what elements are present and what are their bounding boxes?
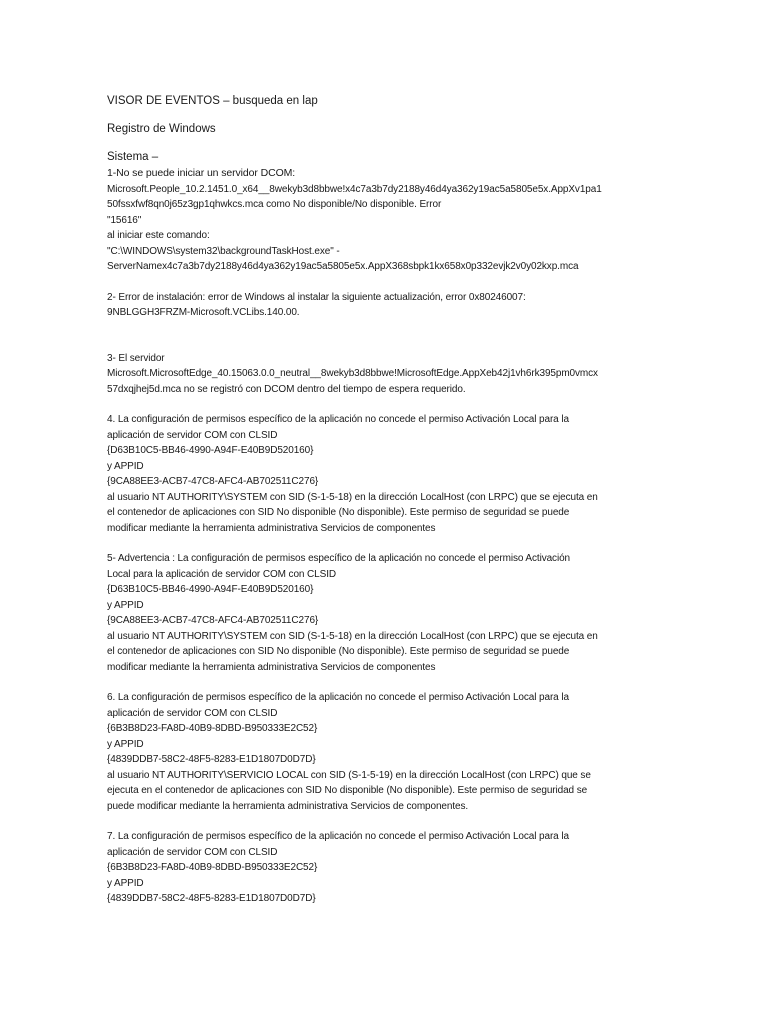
entry-line: 50fssxfwf8qn0j65z3gp1qhwkcs.mca como No disponible/No disponible. Error <box>107 199 442 210</box>
event-entry-2 <box>107 290 667 321</box>
entry-line: ejecuta en el contenedor de aplicaciones con SID No disponible (No disponible). Este permiso de seguridad se <box>107 785 588 796</box>
entry-line: {6B3B8D23-FA8D-40B9-8DBD-B950333E2C52} <box>107 723 318 734</box>
entry-line: y APPID <box>107 599 144 611</box>
entry-line: {D63B10C5-BB46-4990-A94F-E40B9D520160} <box>107 584 314 595</box>
entry-line: aplicación de servidor COM con CLSID <box>107 429 278 441</box>
entry-line: "C:\WINDOWS\system32\backgroundTaskHost.exe" - <box>107 245 340 257</box>
entry-line: el contenedor de aplicaciones con SID No disponible (No disponible). Este permiso de seguridad se puede <box>107 507 570 518</box>
entry-line: {9CA88EE3-ACB7-47C8-AFC4-AB702511C276} <box>107 615 319 626</box>
event-entry-1 <box>107 166 667 275</box>
entry-line: y APPID <box>107 877 144 889</box>
entry-line: {4839DDB7-58C2-48F5-8283-E1D1807D0D7D} <box>107 893 316 904</box>
event-entry-4 <box>107 412 667 536</box>
entry-line: 2- Error de instalación: error de Windows al instalar la siguiente actualización, error 0x80246007: <box>107 291 526 303</box>
entry-line: 5- Advertencia : La configuración de permisos específico de la aplicación no concede el permiso Activación <box>107 553 571 564</box>
entry-line: {D63B10C5-BB46-4990-A94F-E40B9D520160} <box>107 445 314 456</box>
entry-line: Local para la aplicación de servidor COM con CLSID <box>107 568 336 580</box>
document-title: VISOR DE EVENTOS – busqueda en lap <box>107 95 318 107</box>
entry-line: 1-No se puede iniciar un servidor DCOM: <box>107 167 296 179</box>
entry-line: 9NBLGGH3FRZM-Microsoft.VCLibs.140.00. <box>107 307 300 318</box>
document-subtitle: Registro de Windows <box>107 123 216 135</box>
entry-line: "15616" <box>107 214 142 226</box>
section-heading: Sistema – <box>107 151 159 163</box>
event-entry-6 <box>107 690 667 814</box>
entry-line: {6B3B8D23-FA8D-40B9-8DBD-B950333E2C52} <box>107 862 318 873</box>
entry-line: el contenedor de aplicaciones con SID No disponible (No disponible). Este permiso de seguridad se puede <box>107 646 570 657</box>
entry-line: Microsoft.People_10.2.1451.0_x64__8wekyb3d8bbwe!x4c7a3b7dy2188y46d4ya362y19ac5a5805e5x.AppXv1pa1 <box>107 183 602 195</box>
entry-line: ServerNamex4c7a3b7dy2188y46d4ya362y19ac5a5805e5x.AppX368sbpk1kx658x0p332evjk2v0y02kxp.mca <box>107 261 579 272</box>
entry-line: 4. La configuración de permisos específico de la aplicación no concede el permiso Activación Local para la <box>107 414 569 425</box>
entry-line: {4839DDB7-58C2-48F5-8283-E1D1807D0D7D} <box>107 754 316 765</box>
event-entry-5 <box>107 551 667 675</box>
event-entry-3 <box>107 351 667 398</box>
entry-line: 6. La configuración de permisos específico de la aplicación no concede el permiso Activación Local para la <box>107 692 569 703</box>
entry-line: aplicación de servidor COM con CLSID <box>107 846 278 858</box>
entry-line: puede modificar mediante la herramienta administrativa Servicios de componentes. <box>107 800 469 812</box>
entry-line: al usuario NT AUTHORITY\SYSTEM con SID (S-1-5-18) en la dirección LocalHost (con LRPC) que se ejecuta en <box>107 630 598 642</box>
entry-line: al usuario NT AUTHORITY\SERVICIO LOCAL con SID (S-1-5-19) en la dirección LocalHost (con LRPC) que se <box>107 769 591 781</box>
entry-line: modificar mediante la herramienta administrativa Servicios de componentes <box>107 661 436 673</box>
entry-line: modificar mediante la herramienta administrativa Servicios de componentes <box>107 522 436 534</box>
entry-line: {9CA88EE3-ACB7-47C8-AFC4-AB702511C276} <box>107 476 319 487</box>
entry-line: 3- El servidor <box>107 352 165 364</box>
entry-line: 57dxqjhej5d.mca no se registró con DCOM dentro del tiempo de espera requerido. <box>107 383 466 395</box>
entry-line: Microsoft.MicrosoftEdge_40.15063.0.0_neutral__8wekyb3d8bbwe!MicrosoftEdge.AppXeb42j1vh6rk395pm0vmcx <box>107 368 598 379</box>
entry-line: al usuario NT AUTHORITY\SYSTEM con SID (S-1-5-18) en la dirección LocalHost (con LRPC) que se ejecuta en <box>107 491 598 503</box>
entry-line: aplicación de servidor COM con CLSID <box>107 707 278 719</box>
entry-line: y APPID <box>107 738 144 750</box>
entry-line: al iniciar este comando: <box>107 230 210 241</box>
entry-line: 7. La configuración de permisos específico de la aplicación no concede el permiso Activación Local para la <box>107 831 569 842</box>
document-page <box>107 94 667 922</box>
event-entry-7 <box>107 829 667 907</box>
entry-line: y APPID <box>107 460 144 472</box>
